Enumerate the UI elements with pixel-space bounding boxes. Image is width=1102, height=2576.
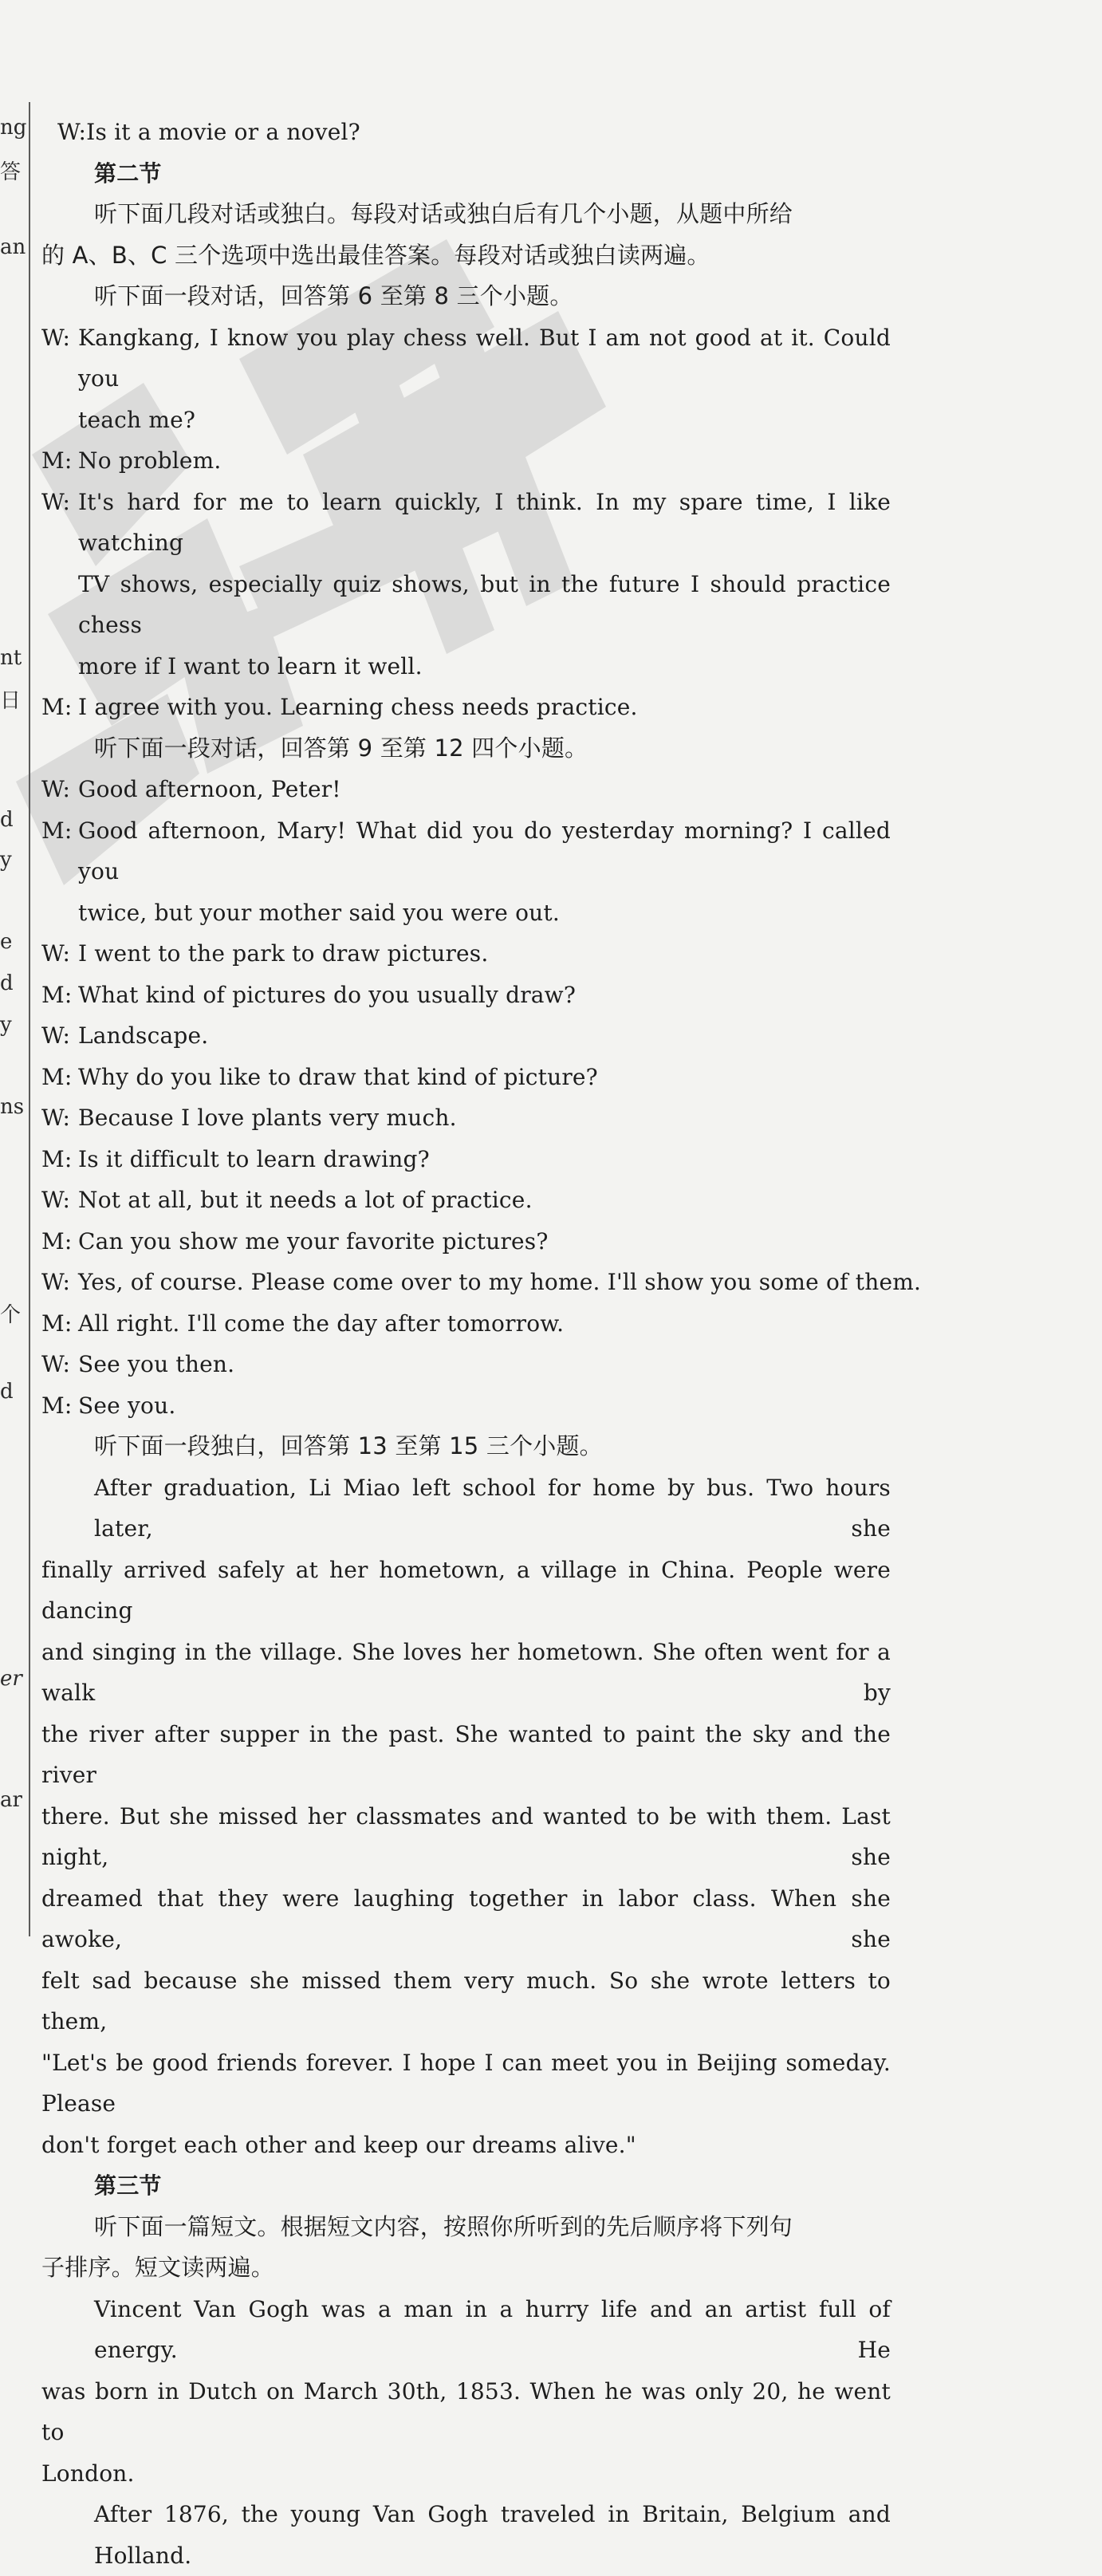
utterance: See you. xyxy=(78,1392,176,1419)
speaker-label: W: xyxy=(41,1022,71,1049)
speaker-label: M: xyxy=(41,1392,73,1419)
margin-fragment: y xyxy=(0,848,12,872)
utterance: All right. I'll come the day after tomorrow. xyxy=(78,1310,565,1337)
margin-fragment: nt xyxy=(0,646,22,670)
speaker-label: M: xyxy=(41,1227,73,1255)
sub-instruction: 听下面一段独白，回答第 13 至第 15 三个小题。 xyxy=(94,1432,603,1459)
utterance: Can you show me your favorite pictures? xyxy=(78,1227,549,1255)
utterance: Because I love plants very much. xyxy=(78,1105,457,1131)
speaker-label: M: xyxy=(41,1145,73,1172)
passage-line: don't forget each other and keep our dreams alive." xyxy=(41,2131,636,2158)
dialog-line xyxy=(41,1015,891,1057)
dialog-line: W:Is it a movie or a novel? xyxy=(57,119,360,145)
margin-fragment: e xyxy=(0,930,13,954)
speaker-label: W: xyxy=(41,1187,71,1213)
passage-line: "Let's be good friends forever. I hope I can meet you in Beijing someday. Please xyxy=(41,2049,891,2117)
sub-instruction: 听下面一段对话，回答第 9 至第 12 四个小题。 xyxy=(94,734,588,762)
section-title-2: 第二节 xyxy=(94,160,162,187)
passage-line: there. But she missed her classmates and wanted to be with them. Last night, she xyxy=(41,1802,891,1870)
dialog-line xyxy=(41,810,891,892)
speaker-label: M: xyxy=(41,817,73,844)
utterance: See you then. xyxy=(78,1351,235,1377)
speaker-label: W: xyxy=(41,1105,71,1131)
speaker-label: M: xyxy=(41,694,73,720)
left-margin-fragments xyxy=(0,0,29,2094)
dialog-line xyxy=(41,1180,891,1221)
passage-line: After graduation, Li Miao left school for home by bus. Two hours later, she xyxy=(94,1474,891,1542)
passage-line: the river after supper in the past. She wanted to paint the sky and the river xyxy=(41,1720,891,1788)
utterance: What kind of pictures do you usually draw? xyxy=(78,981,577,1008)
margin-fragment: d xyxy=(0,971,14,995)
sub-instruction: 听下面一段对话，回答第 6 至第 8 三个小题。 xyxy=(94,282,573,309)
speaker-label: M: xyxy=(41,981,73,1008)
utterance: Good afternoon, Mary! What did you do yesterday morning? I called you xyxy=(78,817,891,884)
dialog-line xyxy=(41,1303,891,1345)
dialog-continuation: more if I want to learn it well. xyxy=(78,652,423,679)
passage-line: dreamed that they were laughing together in labor class. When she awoke, she xyxy=(41,1885,891,1952)
utterance: Good afternoon, Peter! xyxy=(78,776,341,802)
margin-fragment: ns xyxy=(0,1095,25,1119)
margin-fragment: 个 xyxy=(0,1303,22,1327)
dialog-continuation: teach me? xyxy=(78,406,196,433)
passage-line: After 1876, the young Van Gogh traveled in Britain, Belgium and Holland. xyxy=(94,2501,891,2569)
passage-line: was born in Dutch on March 30th, 1853. When he was only 20, he went to xyxy=(41,2377,891,2445)
dialog-line xyxy=(41,1385,891,1427)
section-title-3: 第三节 xyxy=(94,2172,162,2199)
speaker-label: W: xyxy=(41,1351,71,1377)
utterance: Why do you like to draw that kind of picture? xyxy=(78,1063,598,1090)
dialog-continuation: twice, but your mother said you were out. xyxy=(78,899,560,926)
dialog-line xyxy=(41,1262,922,1303)
dialog-line xyxy=(41,440,891,482)
speaker-label: M: xyxy=(41,1310,73,1337)
utterance: Kangkang, I know you play chess well. But I am not good at it. Could you xyxy=(78,324,891,392)
listening-script xyxy=(41,112,922,2576)
dialog-line xyxy=(41,769,891,810)
margin-fragment: ar xyxy=(0,1788,22,1812)
dialog-line xyxy=(41,317,891,400)
instruction-line: 的 A、B、C 三个选项中选出最佳答案。每段对话或独白读两遍。 xyxy=(41,241,710,269)
speaker-label: M: xyxy=(41,447,73,474)
margin-fragment: 日 xyxy=(0,689,22,713)
margin-fragment: an xyxy=(0,235,26,259)
passage-line: and singing in the village. She loves her hometown. She often went for a walk by xyxy=(41,1638,891,1706)
dialog-line xyxy=(41,1097,891,1139)
dialog-continuation: TV shows, especially quiz shows, but in the future I should practice chess xyxy=(78,570,891,638)
passage-line: felt sad because she missed them very much. So she wrote letters to them, xyxy=(41,1967,891,2034)
utterance: Not at all, but it needs a lot of practice. xyxy=(78,1187,533,1213)
dialog-line xyxy=(41,933,891,975)
dialog-line xyxy=(41,1139,891,1180)
speaker-label: W: xyxy=(41,488,71,515)
margin-fragment: ng xyxy=(0,116,27,140)
utterance: It's hard for me to learn quickly, I think. In my spare time, I like watching xyxy=(78,488,891,556)
utterance: Landscape. xyxy=(78,1022,209,1049)
passage-line: finally arrived safely at her hometown, a village in China. People were dancing xyxy=(41,1556,891,1624)
dialog-line xyxy=(41,975,891,1016)
margin-fragment: d xyxy=(0,808,14,832)
instruction-line: 听下面一篇短文。根据短文内容，按照你所听到的先后顺序将下列句 xyxy=(94,2212,793,2240)
margin-fragment: d xyxy=(0,1380,14,1404)
utterance: Is it difficult to learn drawing? xyxy=(78,1145,430,1172)
dialog-line xyxy=(41,1057,891,1098)
passage-line: Vincent Van Gogh was a man in a hurry life and an artist full of energy. He xyxy=(94,2295,891,2363)
utterance: No problem. xyxy=(78,447,222,474)
utterance: I agree with you. Learning chess needs practice. xyxy=(78,694,638,720)
utterance: Yes, of course. Please come over to my home. I'll show you some of them. xyxy=(78,1269,922,1295)
dialog-line xyxy=(41,687,891,728)
instruction-line: 听下面几段对话或独白。每段对话或独白后有几个小题，从题中所给 xyxy=(94,200,793,227)
dialog-line xyxy=(41,1221,891,1262)
speaker-label: W: xyxy=(41,1269,71,1295)
instruction-line: 子排序。短文读两遍。 xyxy=(41,2254,275,2281)
speaker-label: M: xyxy=(41,1063,73,1090)
speaker-label: W: xyxy=(41,940,71,967)
speaker-label: W: xyxy=(41,324,71,351)
dialog-line xyxy=(41,1344,891,1385)
margin-fragment: y xyxy=(0,1013,12,1037)
dialog-line xyxy=(41,482,891,564)
margin-fragment: 答 xyxy=(0,160,22,184)
margin-fragment: er xyxy=(0,1667,22,1691)
margin-rule xyxy=(29,102,30,1936)
utterance: I went to the park to draw pictures. xyxy=(78,940,489,967)
passage-line: London. xyxy=(41,2460,135,2487)
speaker-label: W: xyxy=(41,776,71,802)
